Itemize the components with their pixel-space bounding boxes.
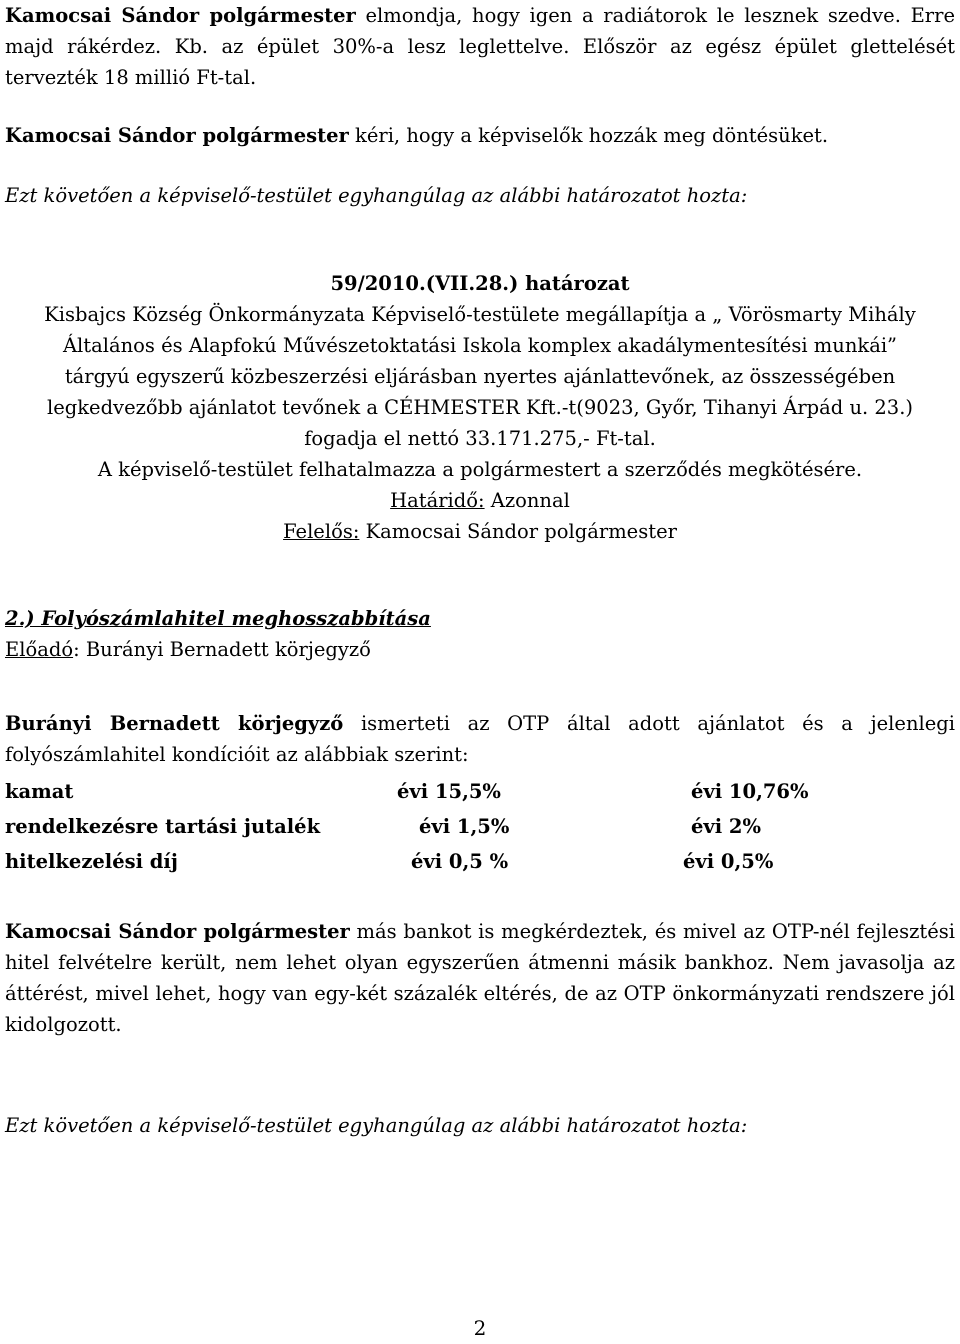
- agenda-item: [5, 603, 955, 665]
- rate-row: [5, 846, 955, 881]
- resolution-line: legkedvezőbb ajánlatot tevőnek a CÉHMESTER Kft.-t(9023, Győr, Tihanyi Árpád u. 23.): [46, 396, 914, 419]
- rates-table: [5, 776, 955, 881]
- presenter-label: Előadó: [5, 638, 74, 661]
- agenda-title: 2.) Folyószámlahitel meghosszabbítása: [5, 607, 431, 630]
- rate-current: évi 2%: [691, 815, 762, 838]
- resolution-block: [5, 268, 955, 547]
- speaker-name: Kamocsai Sándor polgármester: [5, 920, 350, 943]
- vote-statement: Ezt követően a képviselő-testület egyhangúlag az alábbi határozatot hozta:: [5, 184, 748, 207]
- paragraph-text: más bankot is megkérdeztek, és mivel az OTP-nél fejlesztési hitel felvételre került, nem lehet olyan egyszerűen átmenni másik bankhoz. Nem javasolja az áttérést, mivel lehet, hogy van egy-két százalék eltérés, de az OTP önkormányzati rendszere jól kidolgozott.: [5, 920, 955, 1036]
- paragraph-text: ismerteti az OTP által adott ajánlatot és a jelenlegi folyószámlahitel kondícióit az alábbiak szerint:: [5, 712, 955, 766]
- resolution-authorization: A képviselő-testület felhatalmazza a polgármestert a szerződés megkötésére.: [97, 458, 863, 481]
- rate-offer: évi 0,5 %: [411, 850, 509, 873]
- resolution-responsible: [5, 516, 955, 547]
- resolution-deadline: [5, 485, 955, 516]
- speaker-name: Burányi Bernadett körjegyző: [5, 712, 344, 735]
- resolution-title: 59/2010.(VII.28.) határozat: [330, 272, 630, 295]
- rate-offer: évi 1,5%: [419, 815, 510, 838]
- rate-name: hitelkezelési díj: [5, 850, 178, 873]
- rate-name: rendelkezésre tartási jutalék: [5, 815, 321, 838]
- speaker-name: Kamocsai Sándor polgármester: [5, 124, 349, 147]
- deadline-value: Azonnal: [484, 489, 570, 512]
- responsible-label: Felelős:: [283, 520, 360, 543]
- rate-row: [5, 776, 955, 811]
- resolution-line: tárgyú egyszerű közbeszerzési eljárásban nyertes ajánlattevőnek, az összességében: [64, 365, 896, 388]
- presenter-value: : Burányi Bernadett körjegyző: [73, 638, 371, 661]
- rate-current: évi 0,5%: [683, 850, 774, 873]
- presenter-line: [5, 634, 955, 665]
- page-number: 2: [473, 1316, 487, 1340]
- rate-row: [5, 811, 955, 846]
- resolution-line: fogadja el nettó 33.171.275,- Ft-tal.: [304, 427, 656, 450]
- mayor-paragraph: [5, 916, 955, 1040]
- vote-statement: Ezt követően a képviselő-testület egyhangúlag az alábbi határozatot hozta:: [5, 1114, 748, 1137]
- deadline-label: Határidő:: [390, 489, 485, 512]
- responsible-value: Kamocsai Sándor polgármester: [359, 520, 677, 543]
- paragraph-text: elmondja, hogy igen a radiátorok le lesznek szedve. Erre majd rákérdez. Kb. az épület 30%-a lesz leglettelve. Először az egész épület glettelését tervezték 18 millió Ft-tal.: [5, 4, 955, 89]
- presentation-paragraph: [5, 708, 955, 770]
- resolution-line: Kisbajcs Község Önkormányzata Képviselő-testülete megállapítja a „ Vörösmarty Mihály: [44, 303, 916, 326]
- resolution-line: Általános és Alapfokú Művészetoktatási Iskola komplex akadálymentesítési munkái”: [62, 334, 898, 357]
- intro-request-paragraph: [5, 120, 955, 151]
- intro-paragraph: [5, 0, 955, 93]
- rate-offer: évi 15,5%: [397, 780, 501, 803]
- rate-current: évi 10,76%: [691, 780, 809, 803]
- paragraph-text: kéri, hogy a képviselők hozzák meg döntésüket.: [348, 124, 829, 147]
- speaker-name: Kamocsai Sándor polgármester: [5, 4, 356, 27]
- rate-name: kamat: [5, 780, 74, 803]
